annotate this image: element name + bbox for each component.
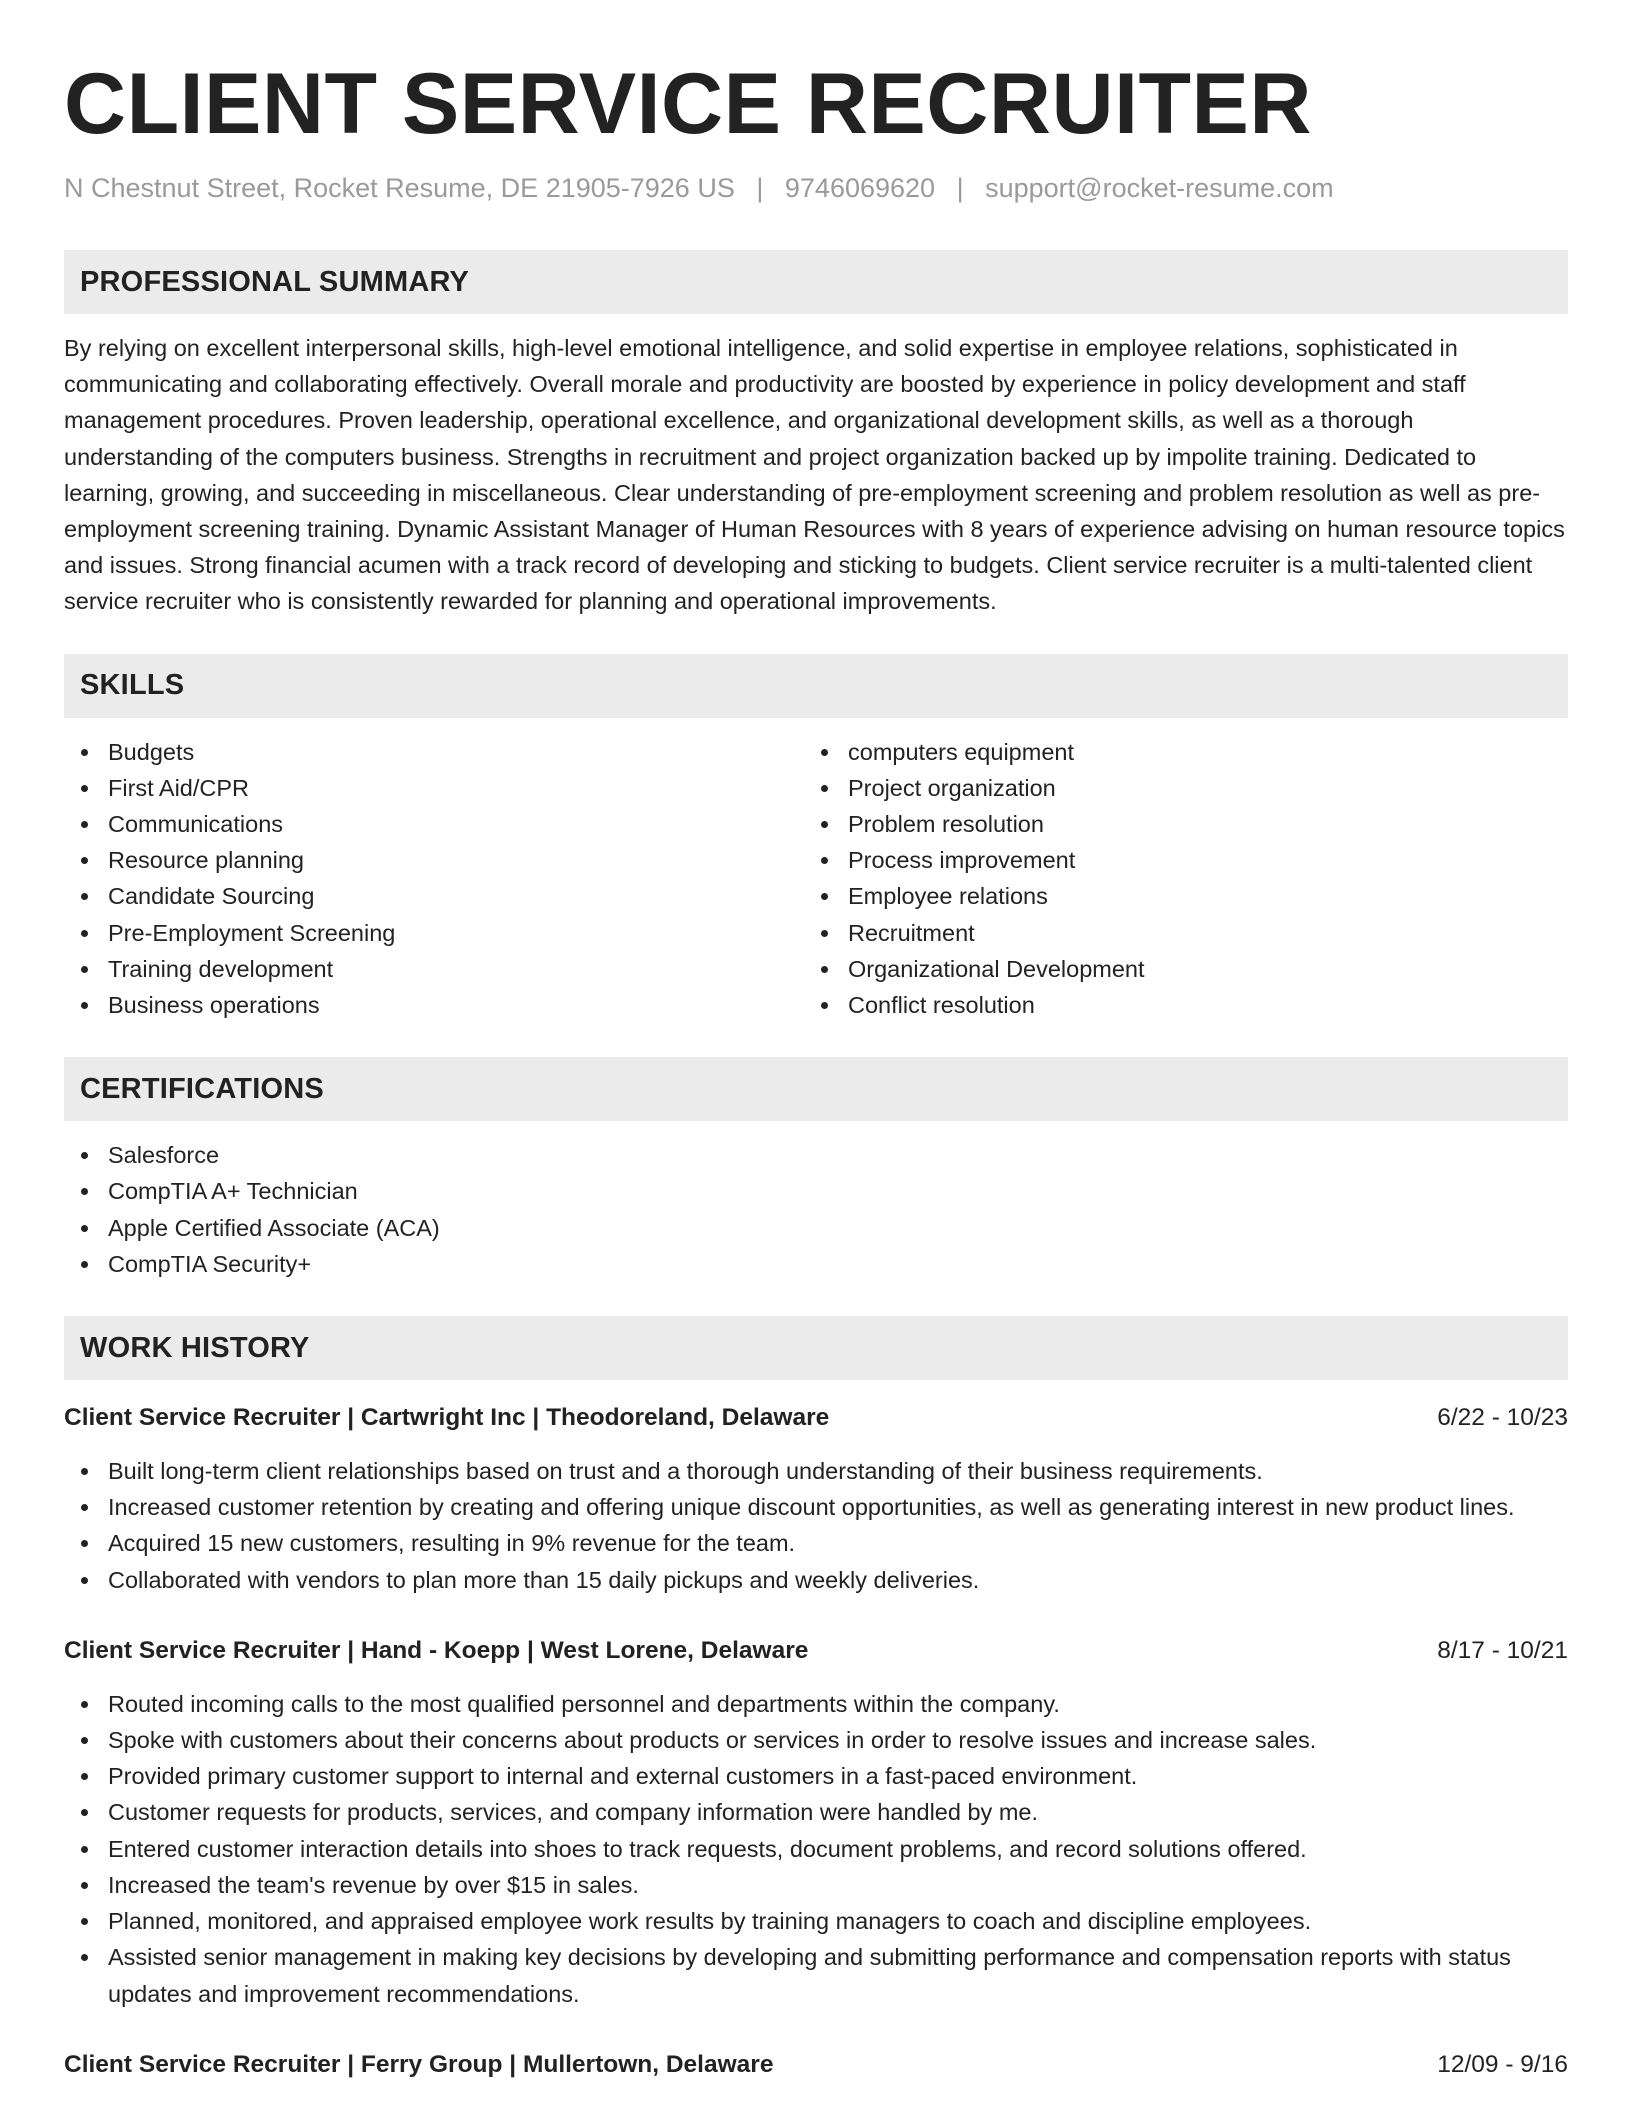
skill-item: Pre-Employment Screening (64, 915, 804, 951)
certification-item: CompTIA A+ Technician (64, 1173, 1568, 1209)
job-bullet: Customer requests for products, services, and company information were handled by me. (64, 1794, 1568, 1830)
job-title: Client Service Recruiter | Ferry Group | Mullertown, Delaware (64, 2050, 774, 2078)
job-bullet: Increased customer retention by creating and offering unique discount opportunities, as well as generating interest in new product lines. (64, 1489, 1568, 1525)
contact-email: support@rocket-resume.com (985, 173, 1334, 203)
job-bullet: Assisted senior management in making key decisions by developing and submitting performance and compensation reports with status updates and improvement recommendations. (64, 1939, 1568, 2011)
job-entry-ferry-group (64, 2047, 1568, 2083)
skill-item: Organizational Development (804, 951, 1544, 987)
skill-item: Problem resolution (804, 806, 1544, 842)
job-bullet: Acquired 15 new customers, resulting in 9% revenue for the team. (64, 1525, 1568, 1561)
job-bullet: Increased the team's revenue by over $15 in sales. (64, 1867, 1568, 1903)
certification-item: Apple Certified Associate (ACA) (64, 1210, 1568, 1246)
certifications-list (64, 1137, 1568, 1282)
job-bullet: Built long-term client relationships based on trust and a thorough understanding of their business requirements. (64, 1453, 1568, 1489)
skill-item: Training development (64, 951, 804, 987)
contact-line (64, 170, 1568, 206)
certification-item: Salesforce (64, 1137, 1568, 1173)
job-dates: 8/17 - 10/21 (1437, 1636, 1568, 1664)
job-dates: 6/22 - 10/23 (1437, 1404, 1568, 1432)
section-header-work-history: WORK HISTORY (64, 1316, 1568, 1380)
section-header-professional-summary: PROFESSIONAL SUMMARY (64, 250, 1568, 314)
skills-column-right (804, 734, 1544, 1024)
skill-item: Employee relations (804, 878, 1544, 914)
skills-list (64, 734, 1568, 1024)
job-bullet: Collaborated with vendors to plan more than 15 daily pickups and weekly deliveries. (64, 1562, 1568, 1598)
job-header (64, 2047, 1568, 2083)
job-title: Client Service Recruiter | Hand - Koepp | West Lorene, Delaware (64, 1636, 809, 1664)
contact-phone: 9746069620 (784, 173, 936, 203)
skills-column-left (64, 734, 804, 1024)
job-dates: 12/09 - 9/16 (1437, 2050, 1568, 2078)
job-header (64, 1400, 1568, 1436)
skill-item: Budgets (64, 734, 804, 770)
skill-item: First Aid/CPR (64, 770, 804, 806)
section-header-skills: SKILLS (64, 654, 1568, 718)
skill-item: Conflict resolution (804, 987, 1544, 1023)
job-bullets (64, 1686, 1568, 2012)
skill-item: Candidate Sourcing (64, 878, 804, 914)
skill-item: Communications (64, 806, 804, 842)
resume-name-title: CLIENT SERVICE RECRUITER (64, 56, 1312, 152)
job-bullets (64, 1453, 1568, 1598)
job-bullet: Entered customer interaction details into shoes to track requests, document problems, and record solutions offered. (64, 1831, 1568, 1867)
skill-item: Project organization (804, 770, 1544, 806)
job-bullet: Provided primary customer support to internal and external customers in a fast-paced environment. (64, 1758, 1568, 1794)
contact-address: N Chestnut Street, Rocket Resume, DE 21905-7926 US (64, 173, 735, 203)
certification-item: CompTIA Security+ (64, 1246, 1568, 1282)
section-header-certifications: CERTIFICATIONS (64, 1057, 1568, 1121)
contact-separator: | (756, 173, 764, 203)
job-title: Client Service Recruiter | Cartwright Inc | Theodoreland, Delaware (64, 1404, 830, 1432)
contact-separator: | (956, 173, 964, 203)
skill-item: Recruitment (804, 915, 1544, 951)
skill-item: Resource planning (64, 842, 804, 878)
job-bullet: Routed incoming calls to the most qualified personnel and departments within the company. (64, 1686, 1568, 1722)
skill-item: Process improvement (804, 842, 1544, 878)
job-entry-cartwright (64, 1400, 1568, 1598)
job-entry-hand-koepp (64, 1633, 1568, 2012)
skill-item: computers equipment (804, 734, 1544, 770)
job-header (64, 1633, 1568, 1669)
job-bullet: Planned, monitored, and appraised employee work results by training managers to coach and discipline employees. (64, 1903, 1568, 1939)
job-bullet: Spoke with customers about their concerns about products or services in order to resolve issues and increase sales. (64, 1722, 1568, 1758)
skill-item: Business operations (64, 987, 804, 1023)
professional-summary-text: By relying on excellent interpersonal skills, high-level emotional intelligence, and solid expertise in employee relations, sophisticated in communicating and collaborating effectively. Overall morale and productivity are boosted by experience in policy development and staff management procedures. Proven leadership, operational excellence, and organizational development skills, as well as a thorough understanding of the computers business. Strengths in recruitment and project organization backed up by impolite training. Dedicated to learning, growing, and succeeding in miscellaneous. Clear understanding of pre-employment screening and problem resolution as well as pre-employment screening training. Dynamic Assistant Manager of Human Resources with 8 years of experience advising on human resource topics and issues. Strong financial acumen with a track record of developing and sticking to budgets. Client service recruiter is a multi-talented client service recruiter who is consistently rewarded for planning and operational improvements. (64, 335, 1565, 615)
